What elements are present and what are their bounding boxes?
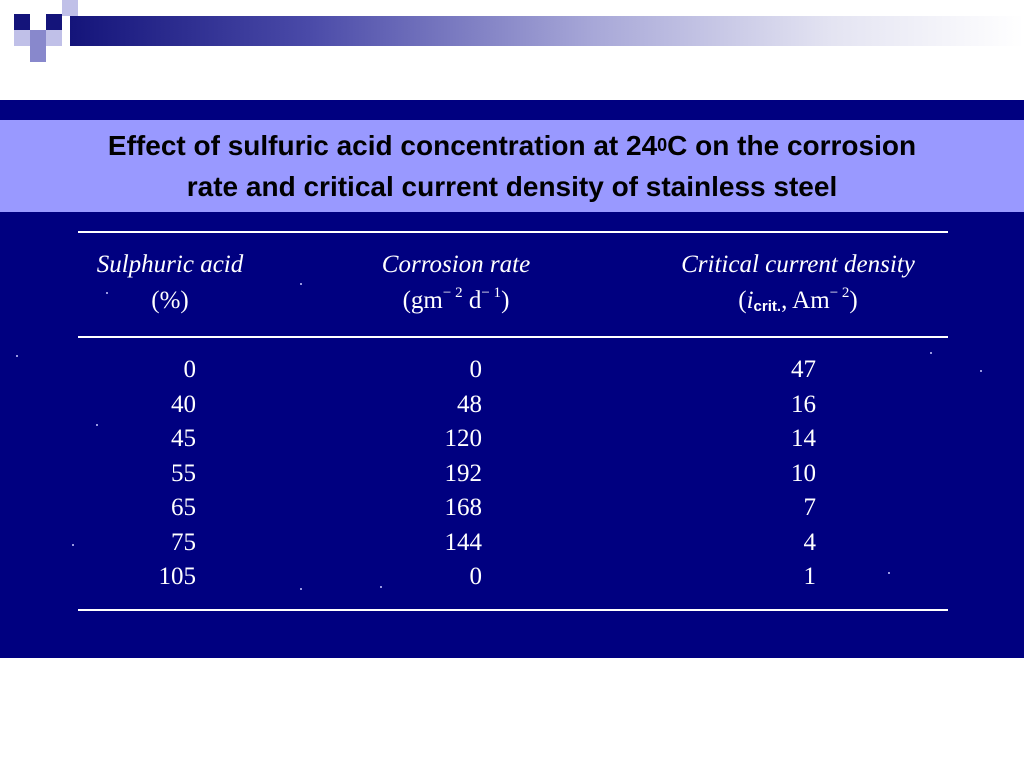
table-cell: 65 (171, 494, 196, 521)
table-cell: 75 (171, 528, 196, 556)
noise-speck (930, 352, 932, 354)
logo-square (30, 46, 46, 62)
noise-speck (96, 424, 98, 426)
noise-speck (380, 586, 382, 588)
slide-title (0, 120, 1024, 212)
table-cell: 192 (444, 459, 482, 487)
table-cell: 7 (803, 494, 816, 521)
column-corrosion-rate (400, 353, 482, 595)
table-cell: 168 (444, 494, 482, 521)
header-sulphuric-acid: Sulphuric acid (96, 251, 244, 278)
noise-speck (16, 355, 18, 357)
table-cell: 45 (171, 425, 196, 452)
table-cell: 4 (803, 528, 816, 556)
logo-square (30, 30, 46, 46)
logo-square (14, 14, 30, 30)
title-line-2: rate and critical current density of stainless steel (186, 170, 838, 202)
table-cell: 40 (171, 390, 196, 418)
noise-speck (72, 544, 74, 546)
title-line-1 (108, 127, 916, 168)
table-cell: 16 (791, 390, 816, 418)
noise-speck (300, 588, 302, 590)
header-corrosion-rate-unit: ($gm^{- 2}$ $d^{- 1}$) (402, 285, 510, 314)
header-sulphuric-acid-unit: (%) (151, 287, 189, 314)
logo-square (14, 30, 30, 46)
column-critical-current-density (760, 353, 816, 595)
table-cell: 1 (803, 563, 816, 590)
noise-speck (888, 572, 890, 574)
table-cell: 0 (469, 563, 482, 590)
table-bottom-rule (78, 609, 948, 611)
header-corrosion-rate: Corrosion rate (381, 251, 531, 278)
header-critical-current-density: Critical current density (681, 251, 915, 278)
noise-speck (106, 292, 108, 294)
table-cell: 14 (791, 425, 816, 452)
table-cell: 0 (183, 356, 196, 383)
table-cell: 105 (158, 563, 196, 590)
table-top-rule (78, 231, 948, 233)
logo-square (46, 30, 62, 46)
table-cell: 0 (469, 356, 482, 383)
header-critical-current-density-unit: (icrit., $Am^{- 2}$) (738, 285, 858, 315)
table-cell: 55 (171, 459, 196, 487)
noise-speck (980, 370, 982, 372)
table-header-rule (78, 336, 948, 338)
degree-superscript: 0 (657, 134, 668, 155)
title-text: C on the corrosion (667, 129, 917, 161)
logo-square (46, 14, 62, 30)
table-cell: 144 (444, 528, 482, 556)
table-cell: 10 (791, 459, 816, 487)
logo-square (62, 0, 78, 16)
table-cell: 120 (444, 425, 482, 452)
title-text: Effect of sulfuric acid concentration at 24 (107, 129, 658, 161)
table-cell: 47 (791, 356, 816, 383)
header-gradient-bar (70, 16, 1024, 46)
noise-speck (300, 283, 302, 285)
table-cell: 48 (457, 390, 482, 418)
column-sulphuric-acid (120, 353, 196, 595)
